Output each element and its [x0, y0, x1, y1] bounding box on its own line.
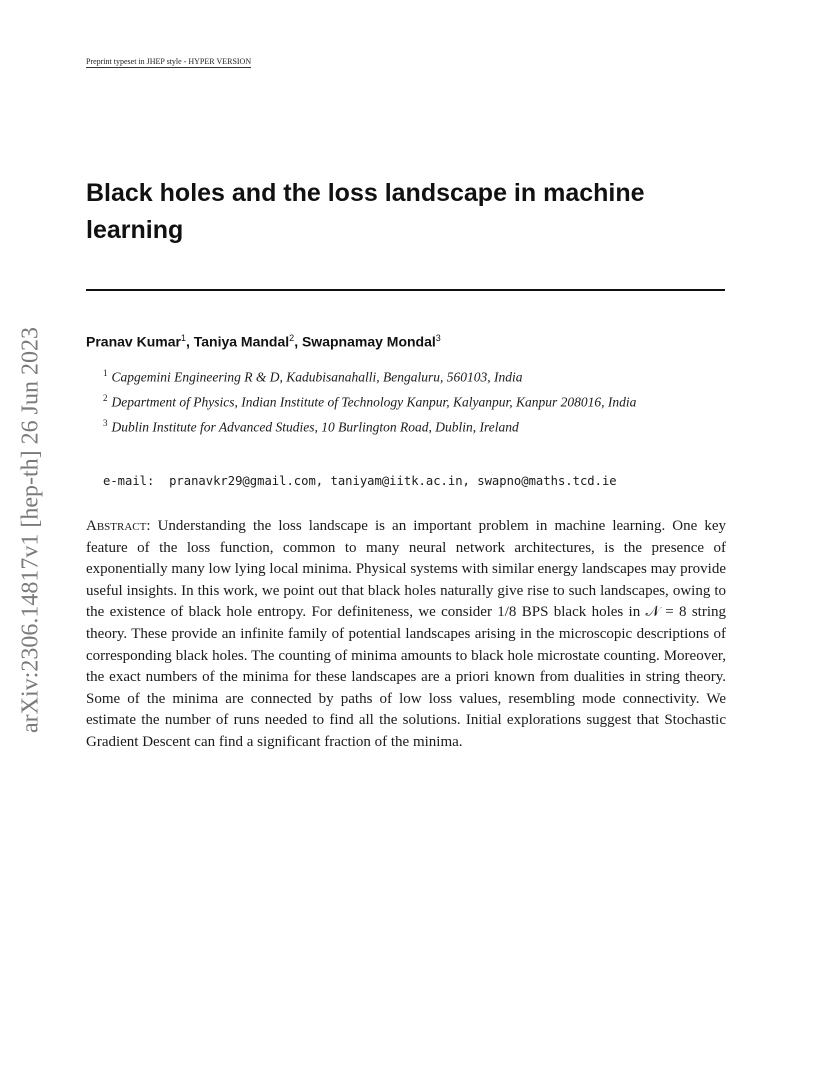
- author-name: Pranav Kumar: [86, 333, 181, 350]
- arxiv-identifier: arXiv:2306.14817v1 [hep-th] 26 Jun 2023: [17, 327, 44, 733]
- author-separator: ,: [185, 333, 194, 350]
- author-affiliation-mark: 1: [180, 333, 186, 343]
- affiliation-text: Capgemini Engineering R & D, Kadubisanahalli, Bengaluru, 560103, India: [111, 369, 523, 385]
- abstract-text: Understanding the loss landscape is an important problem in machine learning. One key feature of the loss function, common to many neural network architectures, is the presence of exponentially many low lying local minima. Physical systems with similar energy landscapes may provide useful insights. In this work, we point out that black holes naturally give rise to such landscapes, owing to the existence of black hole entropy. For definiteness, we consider 1/8 BPS black holes in 𝒩 = 8 string theory. These provide an infinite family of potential landscapes arising in the microscopic descriptions of corresponding black holes. The counting of minima amounts to black hole microstate counting. Moreover, the exact numbers of the minima for these landscapes are a priori known from dualities in string theory. Some of the minima are connected by paths of low loss values, resembling mode connectivity. We estimate the number of runs needed to find all the solutions. Initial explorations suggest that Stochastic Gradient Descent can find a significant fraction of the minima.: [86, 518, 726, 750]
- affiliation-text: Dublin Institute for Advanced Studies, 10 Burlington Road, Dublin, Ireland: [111, 419, 519, 435]
- preprint-header: Preprint typeset in JHEP style - HYPER VERSION: [86, 57, 252, 66]
- email-addresses[interactable]: pranavkr29@gmail.com, taniyam@iitk.ac.in, swapno@maths.tcd.ie: [169, 474, 617, 488]
- affiliation-number: 3: [103, 418, 108, 428]
- affiliation-item: [103, 363, 703, 388]
- abstract: [86, 516, 726, 754]
- email-label: e-mail:: [103, 474, 155, 488]
- author-separator: ,: [294, 333, 302, 350]
- author-list: [86, 333, 441, 350]
- title-rule: [86, 289, 725, 291]
- affiliation-number: 2: [103, 393, 108, 403]
- affiliation-list: [103, 363, 703, 438]
- paper-title: Black holes and the loss landscape in machine learning: [86, 179, 645, 244]
- affiliation-item: [103, 413, 703, 438]
- author-name: Swapnamay Mondal: [301, 333, 436, 350]
- author-affiliation-mark: 2: [289, 333, 295, 343]
- affiliation-number: 1: [103, 368, 108, 378]
- affiliation-item: [103, 388, 703, 413]
- author-affiliation-mark: 3: [435, 333, 441, 343]
- email-line: [103, 474, 617, 488]
- affiliation-text: Department of Physics, Indian Institute of Technology Kanpur, Kalyanpur, Kanpur 208016, India: [111, 394, 637, 410]
- arxiv-sidebar: [16, 295, 46, 765]
- author-name: Taniya Mandal: [193, 333, 290, 350]
- abstract-label: Abstract:: [86, 518, 151, 534]
